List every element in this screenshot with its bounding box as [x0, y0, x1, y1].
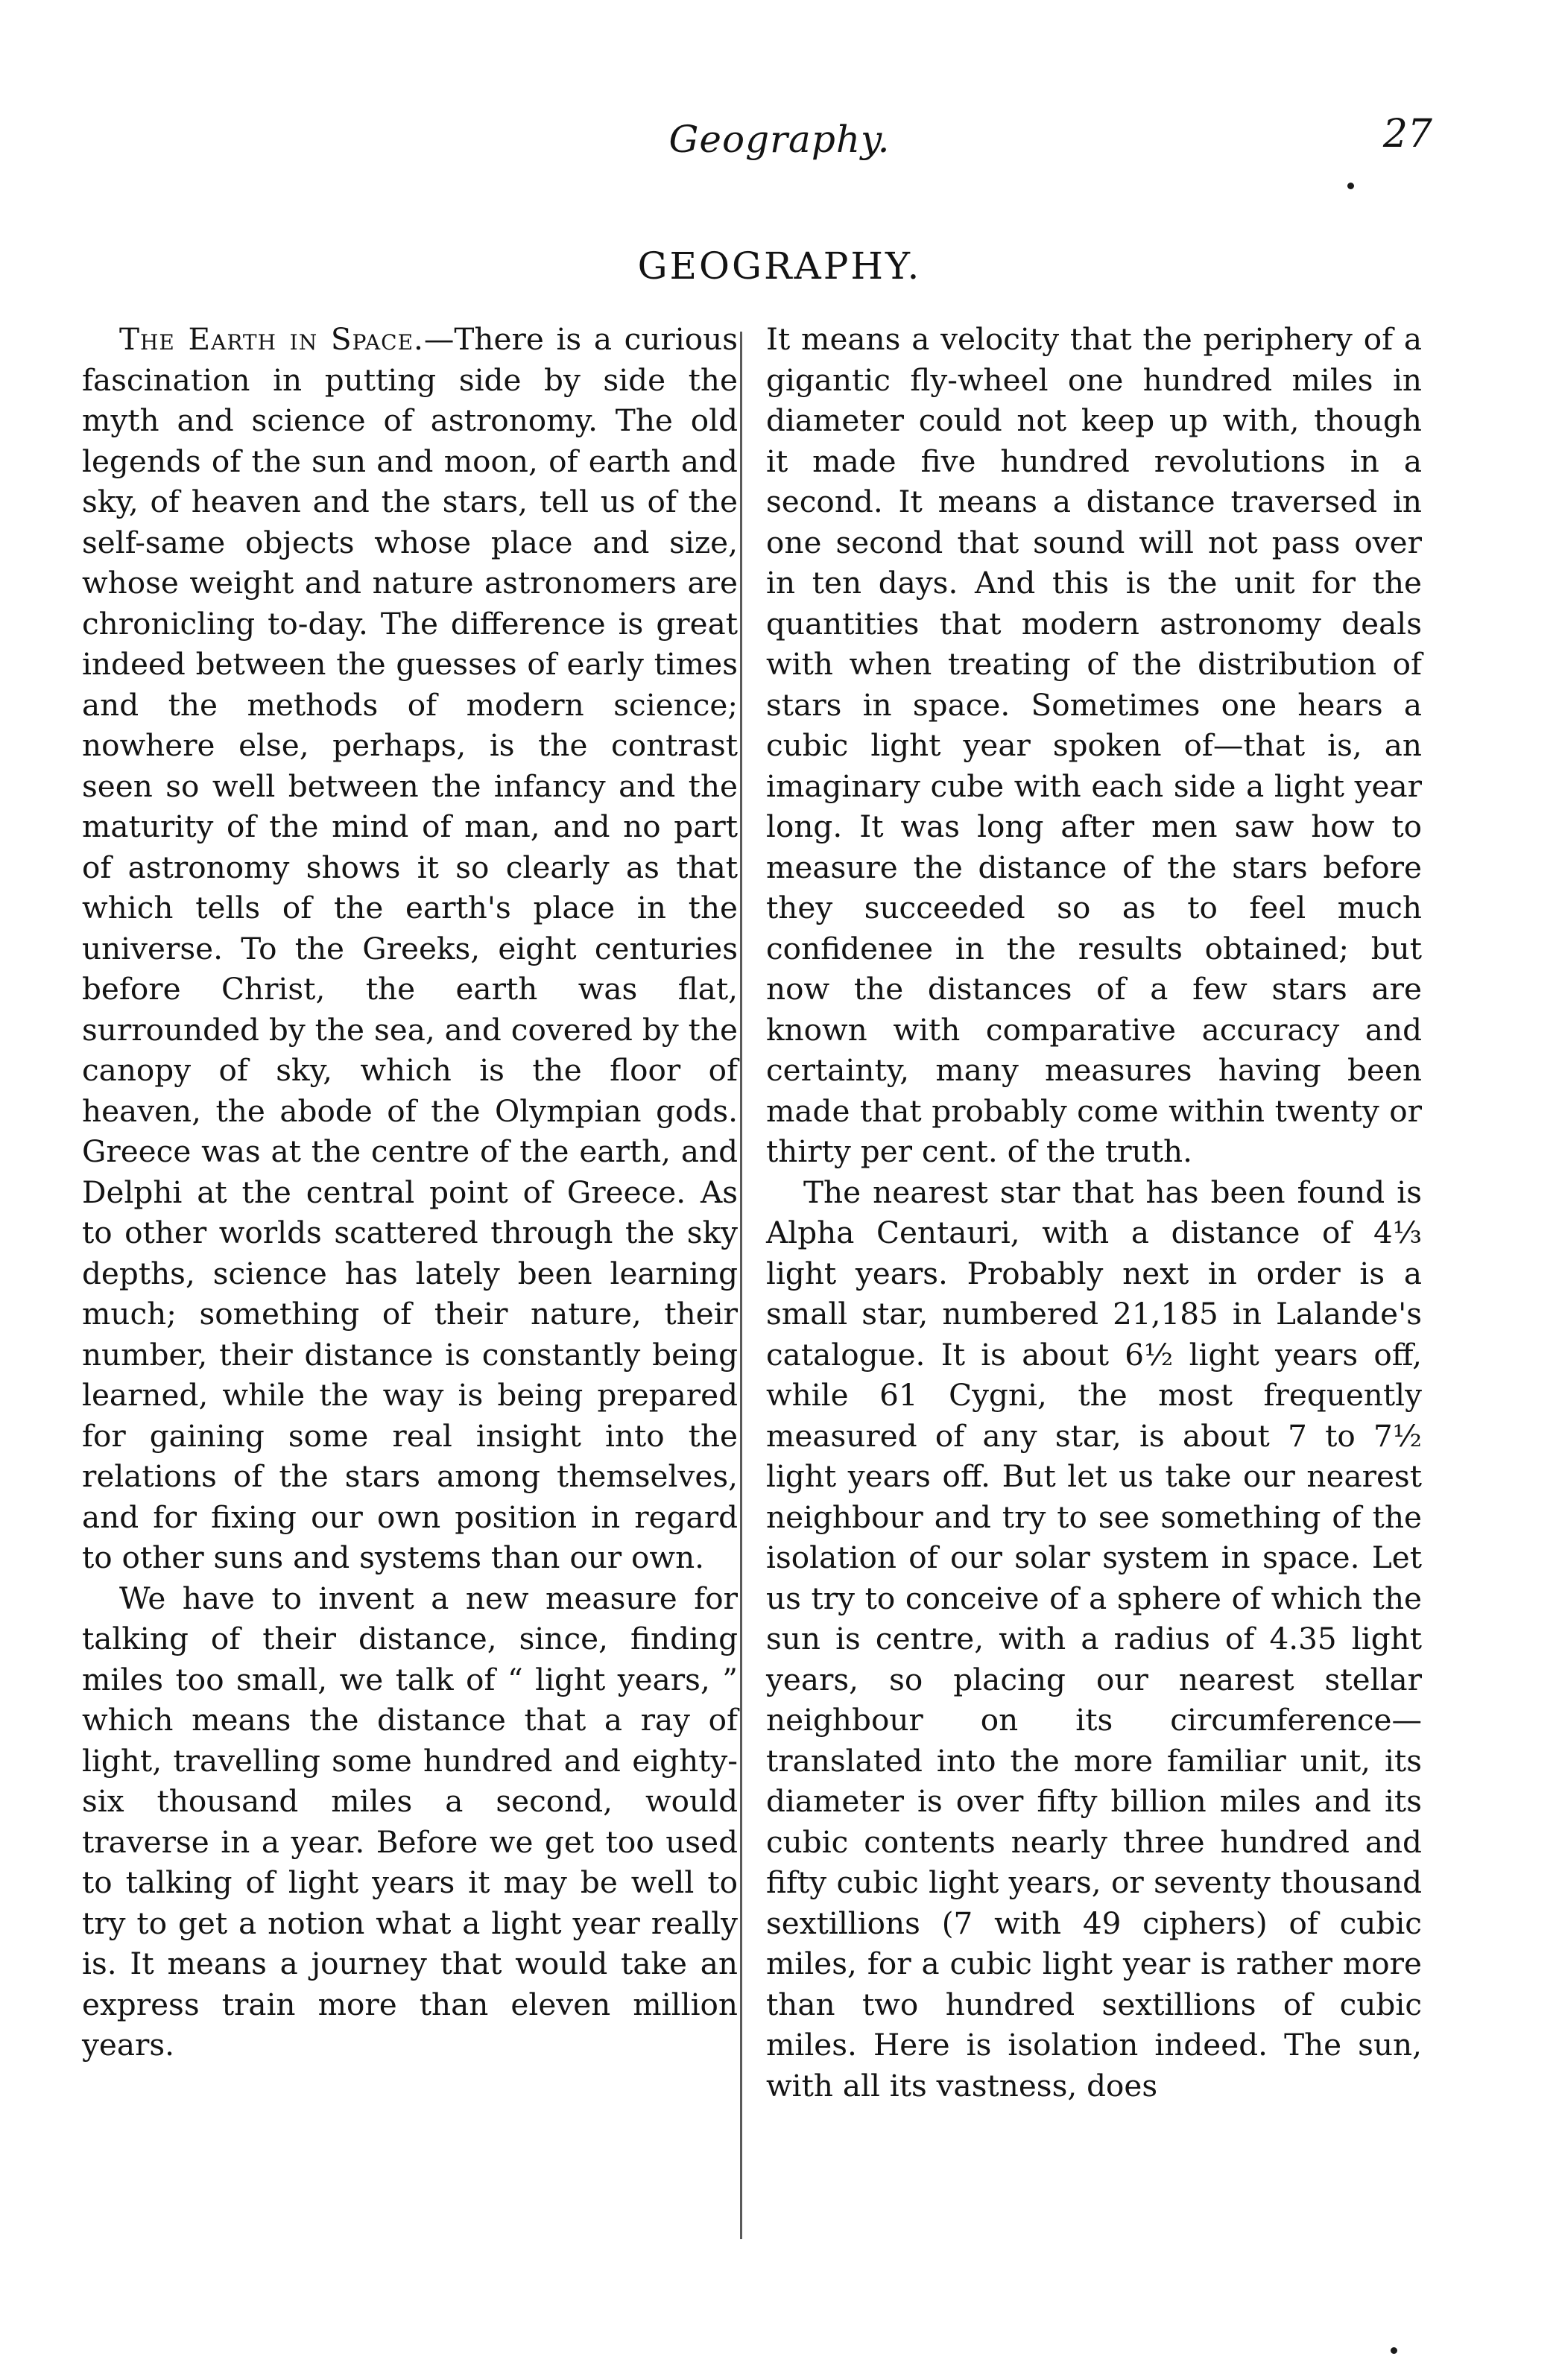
left-paragraph-2: We have to invent a new measure for talking of their distance, since, finding miles too small, we talk of “ light years, ” which means the distance that a ray of light, travelling some hundred and eighty-six thousand miles a second, would traverse in a year. Before we get too used to talking of light years it may be well to try to get a notion what a light year really is. It means a journey that would take an express train more than eleven million years. — [82, 1580, 738, 2063]
right-paragraph-2: The nearest star that has been found is Alpha Centauri, with a distance of 4⅓ light years. Probably next in order is a small star, numbered 21,185 in Lalande's catalogue. It is about 6½ light years off, while 61 Cygni, the most frequently measured of any star, is about 7 to 7½ light years off. But let us take our nearest neighbour and try to see something of the isolation of our solar system in space. Let us try to conceive of a sphere of which the sun is centre, with a radius of 4.35 light years, so placing our nearest stellar neighbour on its circumference—translated into the more familiar unit, its diameter is over fifty billion miles and its cubic contents nearly three hundred and fifty cubic light years, or seventy thousand sextillions (7 with 49 ciphers) of cubic miles, for a cubic light year is rather more than two hundred sextillions of cubic miles. Here is isolation indeed. The sun, with all its vastness, does — [766, 1174, 1422, 2104]
running-title: Geography. — [668, 118, 891, 161]
right-column — [766, 319, 1422, 2106]
print-speck — [1391, 2347, 1397, 2354]
left-column — [82, 319, 738, 2066]
print-speck — [1347, 183, 1354, 189]
left-paragraph-1-text: —There is a curious fascination in putting side by side the myth and science of astronomy. The old legends of the sun and moon, of earth and sky, of heaven and the stars, tell us of the self-same objects whose place and size, whose weight and nature astronomers are chronicling to-day. The difference is great indeed between the guesses of early times and the methods of modern science; nowhere else, perhaps, is the contrast seen so well between the infancy and the maturity of the mind of man, and no part of astronomy shows it so clearly as that which tells of the earth's place in the universe. To the Greeks, eight centuries before Christ, the earth was flat, surrounded by the sea, and covered by the canopy of sky, which is the floor of heaven, the abode of the Olympian gods. Greece was at the centre of the earth, and Delphi at the central point of Greece. As to other worlds scattered through the sky depths, science has lately been learning much; something of their nature, their number, their distance is constantly being learned, while the way is being prepared for gaining some real insight into the relations of the stars among themselves, and for fixing our own position in regard to other suns and systems than our own. — [82, 321, 738, 1575]
page-number: 27 — [1382, 112, 1432, 156]
lead-in-smallcaps: The Earth in Space. — [119, 321, 424, 357]
column-divider — [740, 332, 742, 2239]
right-paragraph-1: It means a velocity that the periphery of a gigantic fly-wheel one hundred miles in diameter could not keep up with, though it made five hundred revolutions in a second. It means a distance traversed in one second that sound will not pass over in ten days. And this is the unit for the quantities that modern astronomy deals with when treating of the distribution of stars in space. Sometimes one hears a cubic light year spoken of—that is, an imaginary cube with each side a light year long. It was long after men saw how to measure the distance of the stars before they succeeded so as to feel much confidenee in the results obtained; but now the distances of a few stars are known with comparative accuracy and certainty, many measures having been made that probably come within twenty or thirty per cent. of the truth. — [766, 321, 1422, 1169]
left-paragraph-1 — [82, 319, 738, 1578]
running-head — [0, 112, 1559, 171]
section-heading: GEOGRAPHY. — [637, 244, 922, 288]
